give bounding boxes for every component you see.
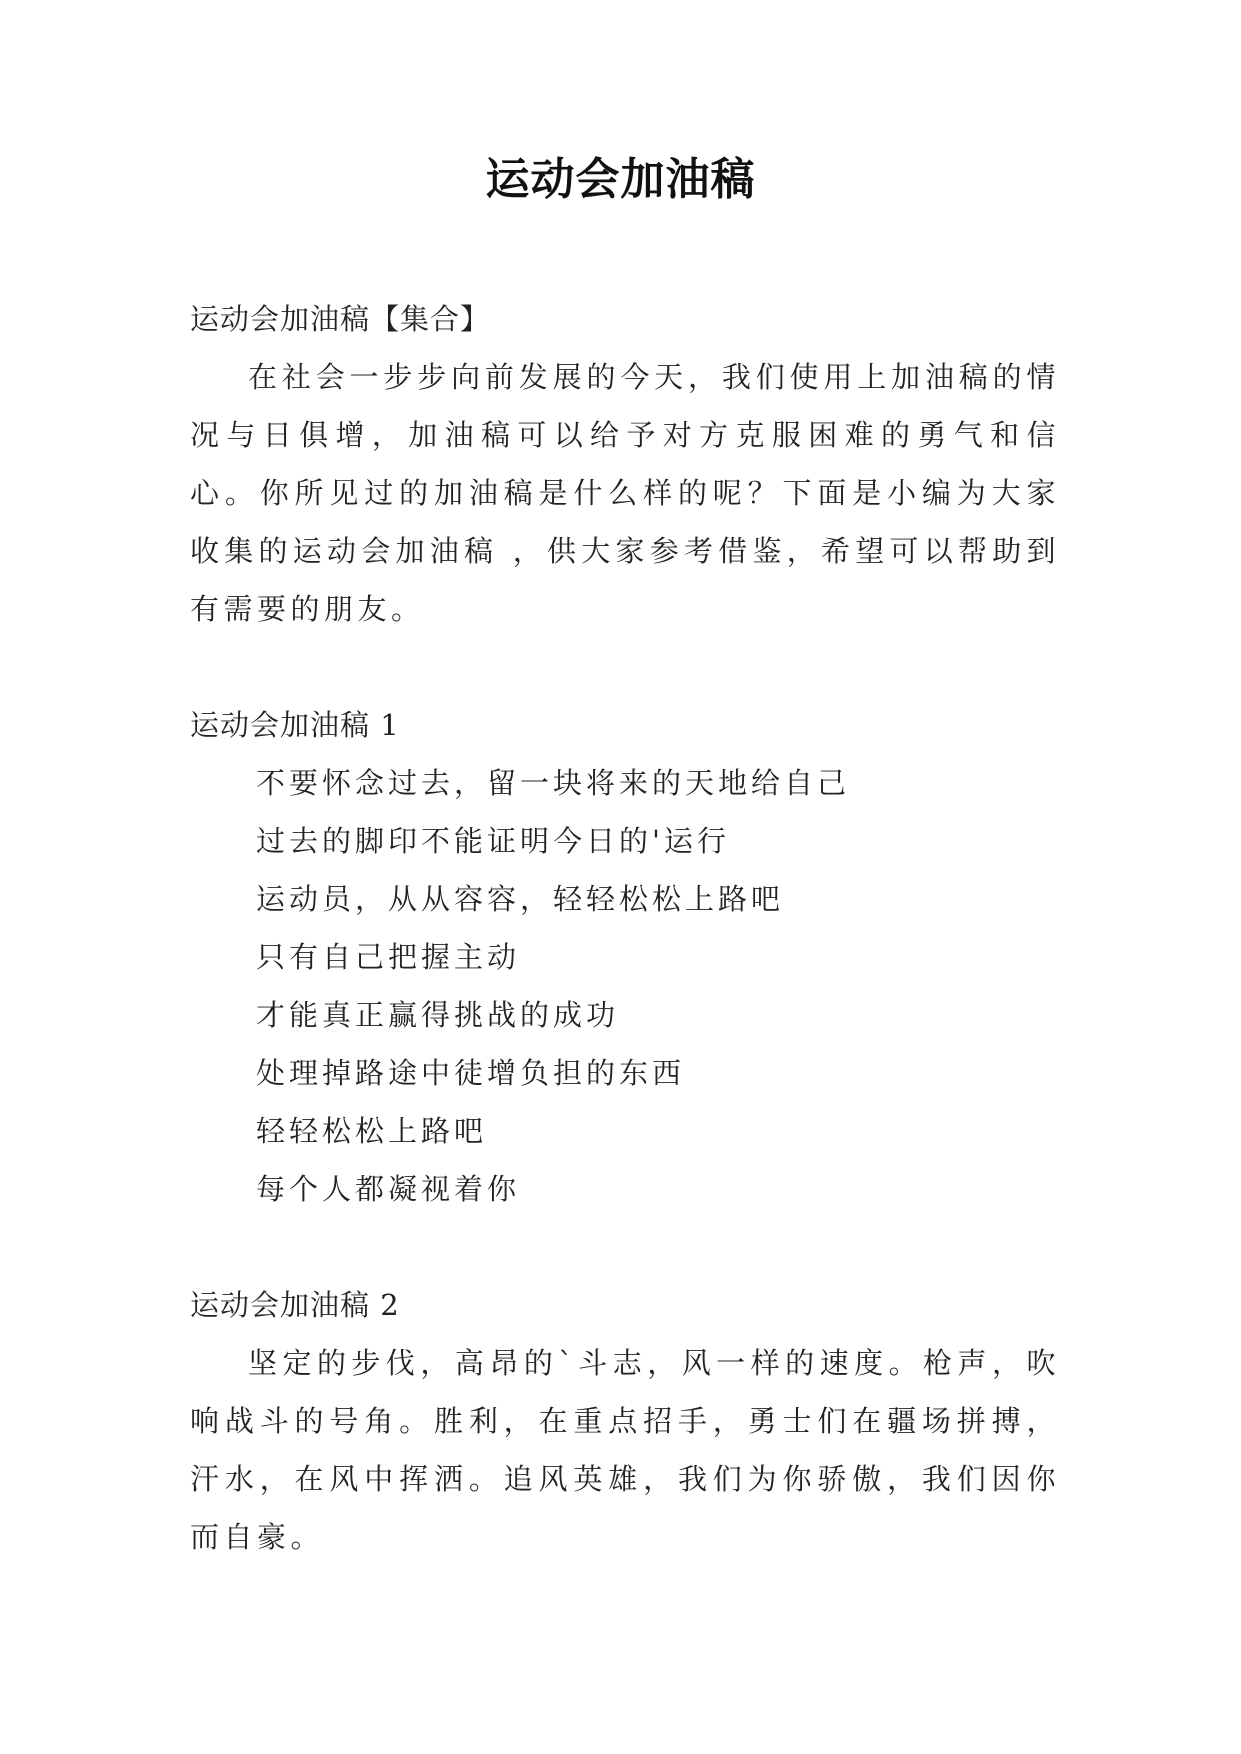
section-1-heading: 运动会加油稿 1 (190, 708, 400, 742)
section-2-heading: 运动会加油稿 2 (190, 1288, 400, 1322)
document-title: 运动会加油稿 (485, 154, 756, 205)
section-1-poem (190, 754, 1060, 1218)
subtitle-heading: 运动会加油稿【集合】 (190, 302, 491, 336)
poem-line: 不要怀念过去，留一块将来的天地给自己 (256, 766, 851, 800)
poem-line: 只有自己把握主动 (256, 940, 521, 974)
document-body (190, 290, 1060, 1566)
poem-line: 运动员，从从容容，轻轻松松上路吧 (256, 882, 785, 916)
poem-line: 轻轻松松上路吧 (256, 1114, 488, 1148)
poem-line: 处理掉路途中徒增负担的东西 (256, 1056, 686, 1090)
intro-paragraph: 在社会一步步向前发展的今天，我们使用上加油稿的情况与日俱增，加油稿可以给予对方克服困难的勇气和信心。你所见过的加油稿是什么样的呢？下面是小编为大家收集的运动会加油稿 ，供大家参考借鉴，希望可以帮助到有需要的朋友。 (190, 360, 1060, 626)
poem-line: 过去的脚印不能证明今日的'运行 (256, 824, 730, 858)
poem-line: 每个人都凝视着你 (256, 1172, 521, 1206)
poem-line: 才能真正赢得挑战的成功 (256, 998, 620, 1032)
section-2-paragraph: 坚定的步伐，高昂的`斗志，风一样的速度。枪声，吹响战斗的号角。胜利，在重点招手，勇士们在疆场拼搏，汗水，在风中挥洒。追风英雄，我们为你骄傲，我们因你而自豪。 (190, 1346, 1060, 1554)
section-spacer (190, 638, 1060, 696)
section-spacer (190, 1218, 1060, 1276)
